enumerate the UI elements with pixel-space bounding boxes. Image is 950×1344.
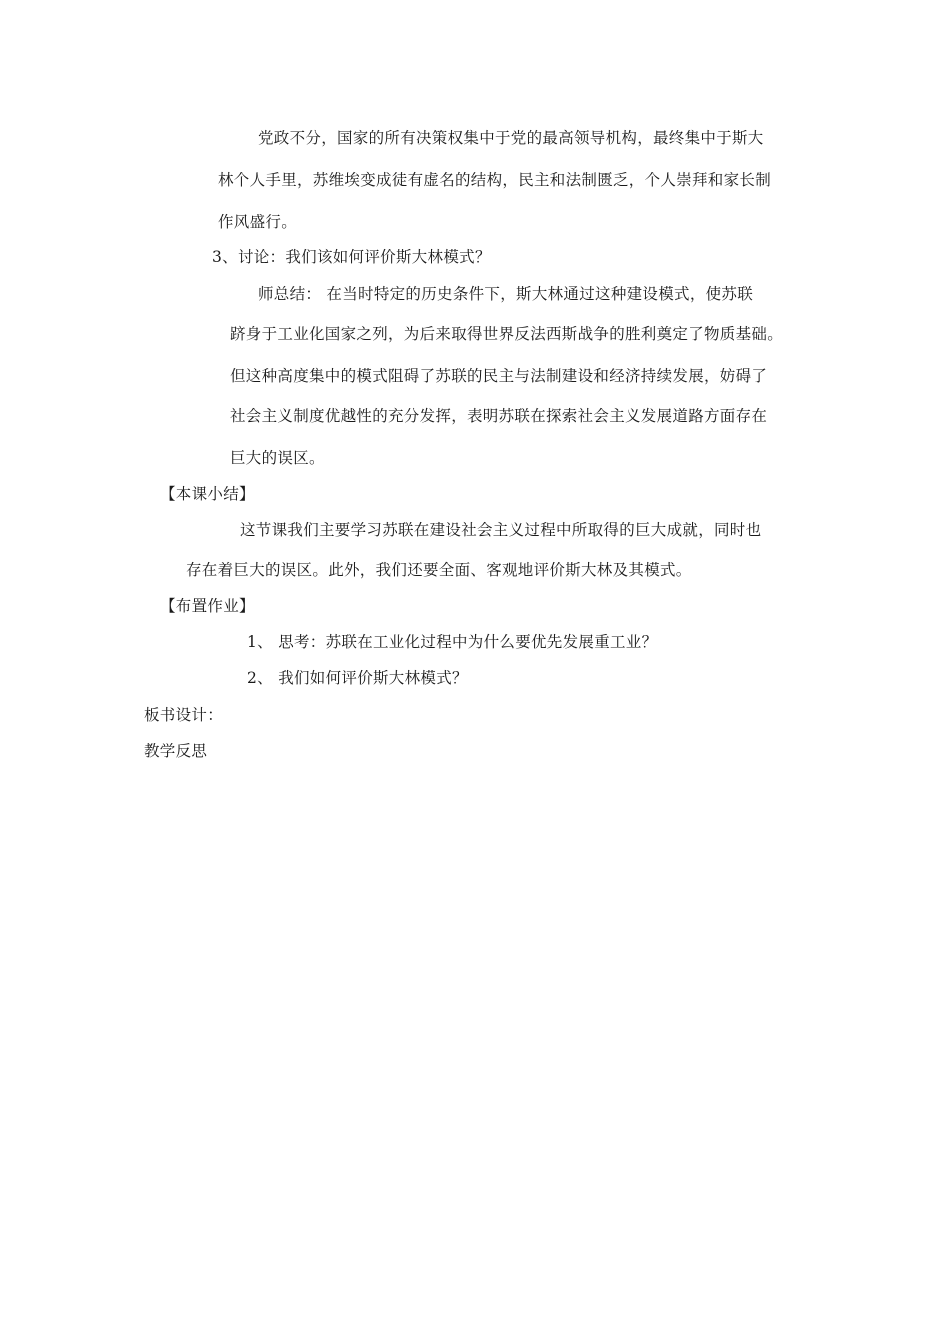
summary-paragraph-line: 存在着巨大的误区。此外，我们还要全面、客观地评价斯大林及其模式。 [186, 561, 692, 579]
paragraph-line: 林个人手里，苏维埃变成徒有虚名的结构，民主和法制匮乏，个人崇拜和家长制 [218, 171, 772, 189]
summary-line: 但这种高度集中的模式阻碍了苏联的民主与法制建设和经济持续发展，妨碍了 [230, 367, 768, 385]
teaching-reflection-label: 教学反思 [144, 742, 208, 760]
paragraph-line: 党政不分，国家的所有决策权集中于党的最高领导机构，最终集中于斯大 [258, 129, 764, 147]
summary-line: 巨大的误区。 [230, 449, 325, 467]
summary-line: 社会主义制度优越性的充分发挥，表明苏联在探索社会主义发展道路方面存在 [230, 407, 768, 425]
homework-item: 1、 思考：苏联在工业化过程中为什么要优先发展重工业？ [247, 633, 658, 651]
summary-line: 跻身于工业化国家之列，为后来取得世界反法西斯战争的胜利奠定了物质基础。 [230, 325, 784, 343]
section-heading: 【布置作业】 [160, 597, 255, 615]
summary-line: 师总结： 在当时特定的历史条件下，斯大林通过这种建设模式，使苏联 [258, 285, 754, 303]
homework-item: 2、 我们如何评价斯大林模式？ [247, 669, 468, 687]
discussion-question: 3、讨论：我们该如何评价斯大林模式？ [212, 248, 491, 266]
paragraph-line: 作风盛行。 [218, 213, 298, 231]
section-heading: 【本课小结】 [160, 485, 255, 503]
summary-paragraph-line: 这节课我们主要学习苏联在建设社会主义过程中所取得的巨大成就，同时也 [240, 521, 762, 539]
board-design-label: 板书设计： [144, 706, 224, 724]
